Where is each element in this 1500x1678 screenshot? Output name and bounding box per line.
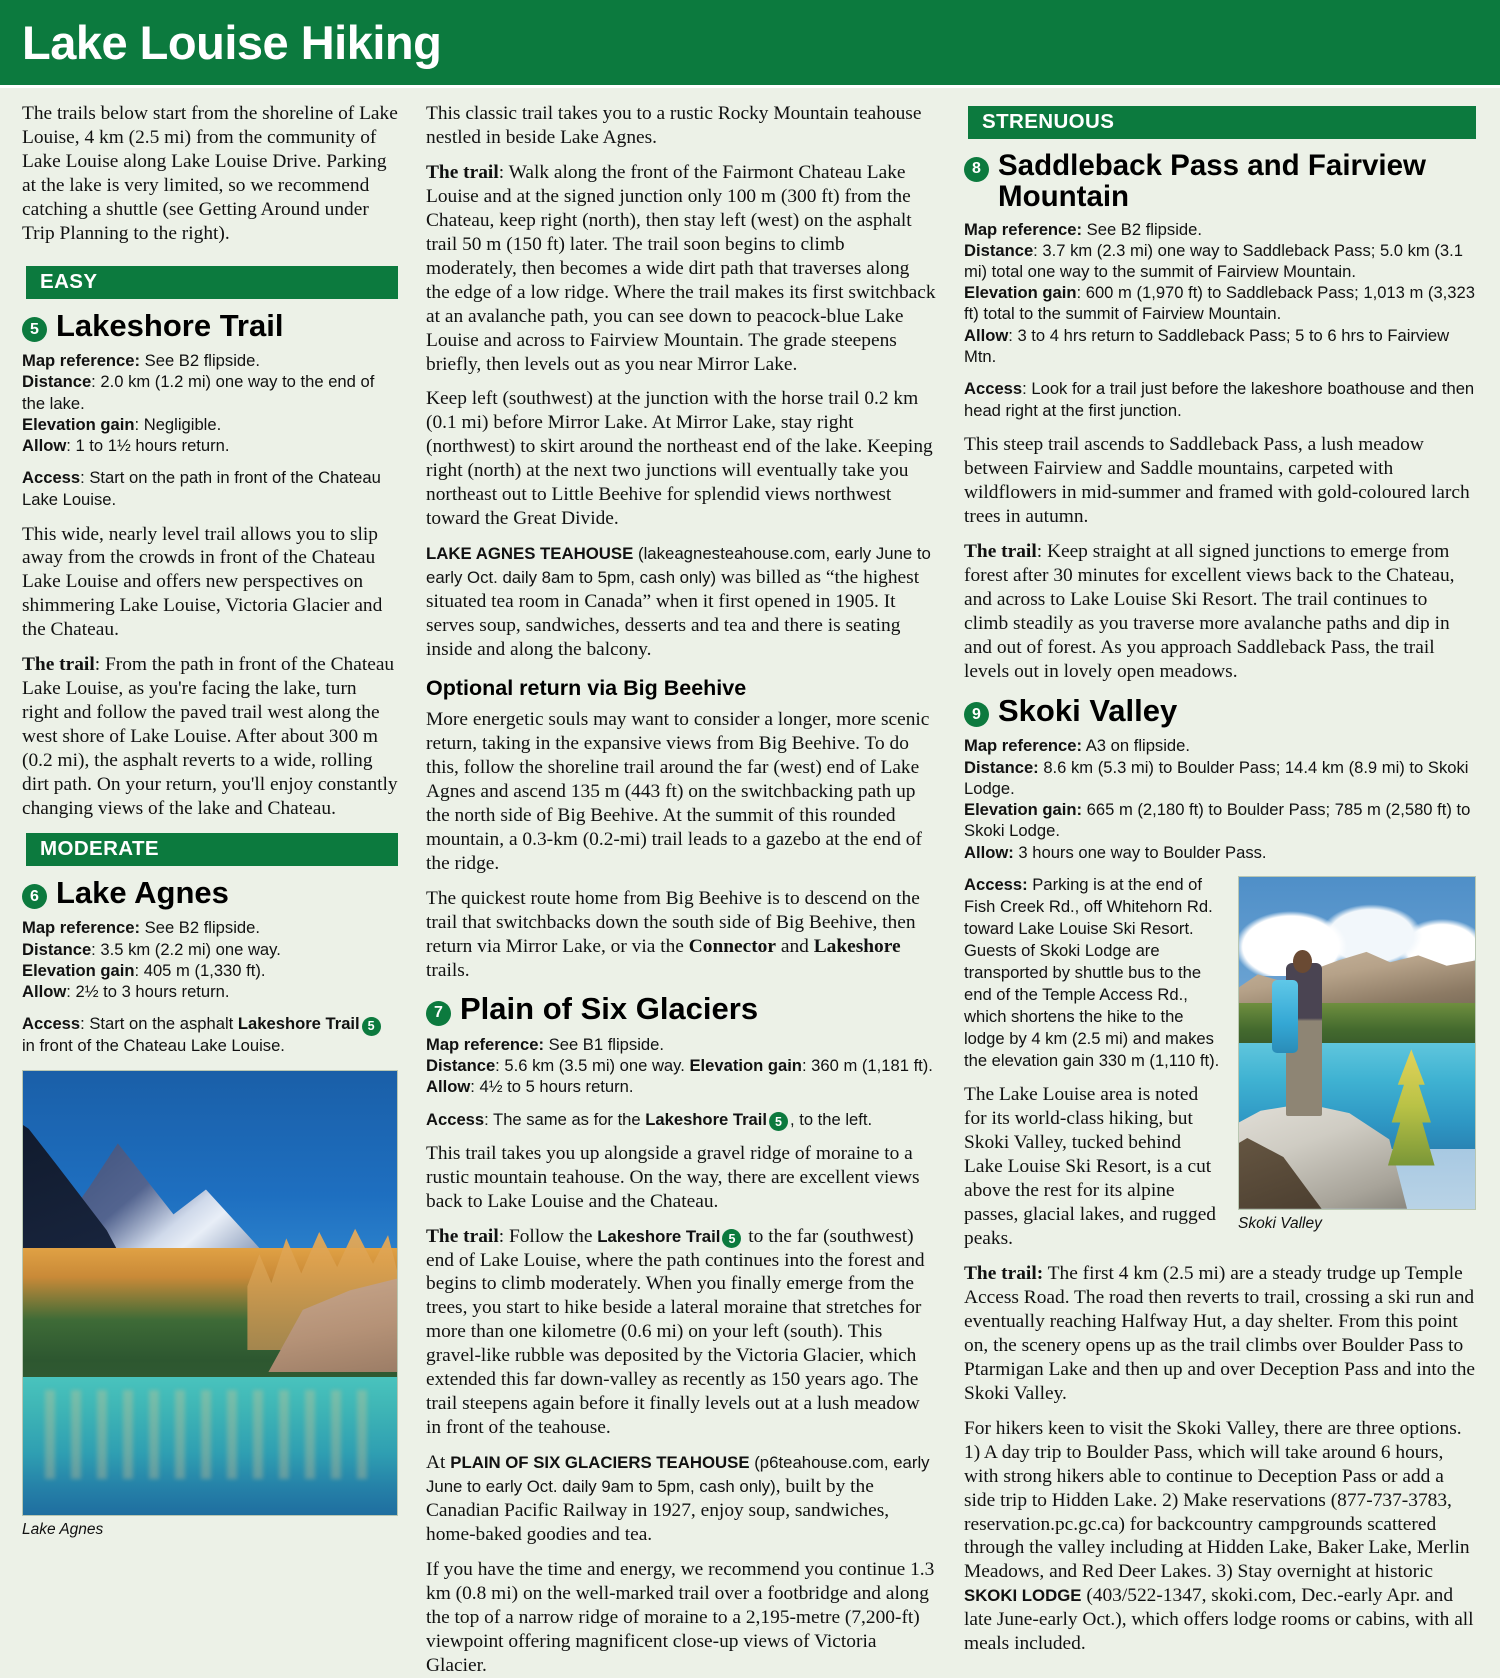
- access-label: Access: [964, 379, 1023, 399]
- map-reference-label: Map reference:: [22, 918, 141, 938]
- distance-value: : 2.0 km (1.2 mi) one way to the end of the lake.: [22, 372, 375, 413]
- trail-heading-lake-agnes: [22, 874, 398, 912]
- beehive-text-a: The quickest route home from Big Beehive is to descend on the trail that switchbacks down the south side of Big Beehive, then return via Mirror Lake, or via the: [426, 887, 920, 957]
- elevation-label: Elevation gain: [22, 960, 135, 980]
- map-reference-label: Map reference:: [964, 219, 1083, 239]
- access-block-lakeshore: [22, 467, 398, 511]
- trail-title: Lake Agnes: [56, 874, 229, 910]
- allow-label: Allow:: [964, 842, 1014, 862]
- lakeshore-trail-description: [22, 653, 398, 821]
- lake-agnes-junctions: Keep left (southwest) at the junction with the horse trail 0.2 km (0.1 mi) before Mirror Lake. At Mirror Lake, stay right (northwest) to skirt around the northeast end of the lake. Keeping right (north) at the next two junctions will eventually take you northeast out to Little Beehive for splendid views northwest toward the Great Divide.: [426, 388, 933, 530]
- teahouse-details: (p6teahouse.com, early June to early Oct. daily 9am to 5pm, cash only): [426, 1453, 930, 1497]
- map-reference-label: Map reference:: [964, 736, 1083, 756]
- map-reference-label: Map reference:: [426, 1034, 545, 1054]
- column-1: [22, 102, 398, 1538]
- trail-title: Skoki Valley: [998, 692, 1178, 728]
- spec-block-saddleback: [964, 219, 1476, 368]
- distance-label: Distance: [964, 240, 1034, 260]
- elevation-value: : Negligible.: [134, 414, 222, 434]
- access-block-lake-agnes: [22, 1013, 398, 1057]
- subheading-big-beehive: Optional return via Big Beehive: [426, 675, 747, 700]
- map-reference-value: See B1 flipside.: [544, 1034, 664, 1054]
- elevation-value: : 405 m (1,330 ft).: [134, 960, 266, 980]
- lakeshore-trail-reference[interactable]: Lakeshore: [813, 935, 901, 957]
- access-label: Access: [426, 1109, 485, 1129]
- distance-label: Distance:: [964, 757, 1039, 777]
- access-value: Parking is at the end of Fish Creek Rd., off Whitehorn Rd. toward Lake Louise Ski Resort. Guests of Skoki Lodge are transported by shuttle bus to the end of the Temple Access Rd., which shortens the hike to the lodge by 4 km (2.5 mi) and makes the elevation gain 330 m (1,110 ft).: [964, 874, 1220, 1071]
- spec-block-lakeshore: [22, 350, 398, 456]
- lake-agnes-trail-description: [426, 161, 936, 377]
- distance-value: : 3.5 km (2.2 mi) one way.: [91, 939, 281, 959]
- allow-value: : 2½ to 3 hours return.: [66, 982, 230, 1002]
- distance-value: : 3.7 km (2.3 mi) one way to Saddleback Pass; 5.0 km (3.1 mi) total one way to the summit of Fairview Mountain.: [964, 240, 1463, 281]
- map-reference-value: See B2 flipside.: [140, 351, 260, 371]
- the-trail-label: The trail: [426, 161, 499, 183]
- distance-value: : 5.6 km (3.5 mi) one way.: [495, 1056, 690, 1076]
- trail-cross-reference[interactable]: Lakeshore Trail: [597, 1226, 721, 1246]
- elevation-value: : 600 m (1,970 ft) to Saddleback Pass; 1,013 m (3,323 ft) total to the summit of Fairview Mountain.: [964, 283, 1475, 324]
- access-label: Access:: [964, 874, 1028, 894]
- trail-number-badge-inline[interactable]: 5: [769, 1112, 788, 1131]
- plain-intro: This trail takes you up alongside a gravel ridge of moraine to a rustic mountain teahouse. On the way, there are excellent views back to Lake Louise and the Chateau.: [426, 1142, 920, 1212]
- difficulty-bar-moderate: MODERATE: [22, 833, 398, 866]
- elevation-label: Elevation gain: [689, 1056, 802, 1076]
- allow-value: : 3 to 4 hrs return to Saddleback Pass; 5 to 6 hrs to Fairview Mtn.: [964, 325, 1450, 366]
- big-beehive-paragraph-2: [426, 887, 936, 983]
- spec-block-skoki: [964, 735, 1476, 862]
- difficulty-bar-easy: EASY: [22, 266, 398, 299]
- plain-final-paragraph: If you have the time and energy, we recommend you continue 1.3 km (0.8 mi) on the well-marked trail over a footbridge and along the top of a narrow ridge of moraine to a 2,195-metre (7,200-ft) viewpoint offering magnificent close-up views of Victoria Glacier.: [426, 1558, 935, 1676]
- teahouse-name: PLAIN OF SIX GLACIERS TEAHOUSE: [450, 1453, 750, 1473]
- photo-skoki-valley: [1238, 876, 1476, 1210]
- beehive-text-e: trails.: [426, 959, 470, 981]
- access-block-saddleback: [964, 378, 1476, 422]
- connector-trail-reference[interactable]: Connector: [688, 935, 776, 957]
- trail-cross-reference[interactable]: Lakeshore Trail: [645, 1109, 767, 1129]
- map-reference-value: A3 on flipside.: [1082, 736, 1190, 756]
- figure-lake-agnes: [22, 1070, 398, 1539]
- beehive-text-c: and: [776, 935, 814, 957]
- trail-title: Saddleback Pass and Fairview Mountain: [998, 149, 1426, 214]
- trail-heading-lakeshore: [22, 307, 398, 345]
- elevation-value: 665 m (2,180 ft) to Boulder Pass; 785 m (2,580 ft) to Skoki Lodge.: [964, 800, 1471, 841]
- trail-heading-skoki-valley: [964, 692, 1476, 730]
- trail-number-badge: 6: [22, 884, 47, 909]
- the-trail-label: The trail: [22, 654, 95, 676]
- intro-paragraph: The trails below start from the shoreline of Lake Louise, 4 km (2.5 mi) from the community of Lake Louise along Lake Louise Drive. Parking at the lake is very limited, so we recommend catching a shuttle (see Getting Around under Trip Planning to the right).: [22, 103, 398, 244]
- trail-heading-plain-of-six-glaciers: [426, 993, 936, 1028]
- trail-number-badge: 5: [22, 317, 47, 342]
- saddleback-trail-description: [964, 540, 1476, 684]
- column-3: [964, 102, 1476, 1655]
- the-trail-text: : From the path in front of the Chateau Lake Louise, as you're facing the lake, turn right and follow the paved trail west along the west shore of Lake Louise. After about 300 m (0.2 mi), the asphalt reverts to a wide, rolling dirt path. On your return, you'll enjoy constantly changing views of the lake and Chateau.: [22, 654, 398, 819]
- trail-post: to the far (southwest) end of Lake Louise, where the path continues into the forest and begins to climb moderately. When you finally emerge from the trees, you start to hike beside a lateral moraine that stretches for more than one kilometre (0.6 mi) on your left (south). This gravel-like rubble was deposited by the Victoria Glacier, which extended this far down-valley as recently as 150 years ago. The trail steepens again before it finally levels out at a lush meadow in front of the teahouse.: [426, 1225, 925, 1439]
- options-text-b: (403/522-1347, skoki.com, Dec.-early Apr. and late June-early Oct.), which offers lodge rooms or cabins, with all meals included.: [964, 1585, 1474, 1655]
- access-label: Access: [22, 468, 81, 488]
- the-trail-text: : Keep straight at all signed junctions to emerge from forest after 30 minutes for excellent views back to the Chateau, and across to Lake Louise Ski Resort. The trail continues to climb steadily as you traverse more avalanche paths and dip in and out of forest. As you approach Saddleback Pass, the trail levels out in lovely open meadows.: [964, 541, 1455, 682]
- the-trail-text: The first 4 km (2.5 mi) are a steady trudge up Temple Access Road. The road then reverts to trail, crossing a ski run and eventually reaching Halfway Hut, a day shelter. From this point on, the scenery opens up as the trail climbs over Boulder Pass to Ptarmigan Lake and then up and over Deception Pass and into the Skoki Valley.: [964, 1262, 1476, 1404]
- map-reference-value: See B2 flipside.: [1082, 219, 1202, 239]
- distance-label: Distance: [22, 372, 92, 392]
- saddleback-intro: This steep trail ascends to Saddleback Pass, a lush meadow between Fairview and Saddle mountains, carpeted with wildflowers in mid-summer and framed with gold-coloured larch trees in autumn.: [964, 434, 1470, 528]
- the-trail-label: The trail: [964, 541, 1037, 563]
- page-header: [0, 0, 1500, 88]
- figure-caption: Skoki Valley: [1238, 1214, 1322, 1232]
- trail-number-badge-inline[interactable]: 5: [722, 1229, 741, 1248]
- elevation-label: Elevation gain: [964, 283, 1077, 303]
- trail-cross-reference[interactable]: Lakeshore Trail: [237, 1014, 360, 1034]
- photo-reflection: [45, 1390, 374, 1479]
- trail-heading-saddleback: [964, 150, 1476, 213]
- figure-skoki-valley: [1238, 876, 1476, 1233]
- trail-number-badge: 8: [964, 157, 989, 182]
- map-reference-label: Map reference:: [22, 351, 141, 371]
- the-trail-text: : Walk along the front of the Fairmont Chateau Lake Louise and at the signed junction only 100 m (300 ft) from the Chateau, keep right (north), then stay left (west) on the asphalt trail 50 m (150 ft) later. The trail soon begins to climb moderately, then becomes a wide dirt path that traverses along the edge of a low ridge. Where the trail makes its first switchback at an avalanche path, you can see down to peacock-blue Lake Louise and across to Fairview Mountain. The grade steepens briefly, then levels out as you near Mirror Lake.: [426, 161, 936, 375]
- allow-value: : 1 to 1½ hours return.: [66, 436, 230, 456]
- options-text-a: For hikers keen to visit the Skoki Valley, there are three options. 1) A day trip to Boulder Pass, which will take around 6 hours, with strong hikers able to continue to Deception Pass or add a side trip to Hidden Lake. 2) Make reservations (877-737-3783, reservation.pc.gc.ca) for backcountry campgrounds scattered through the valley including at Hidden Lake, Baker Lake, Merlin Meadows, and Red Deer Lakes. 3) Stay overnight at historic: [964, 1417, 1470, 1583]
- access-pre: : Start on the asphalt: [80, 1014, 238, 1034]
- column-2: [426, 102, 936, 1676]
- skoki-trail-description: [964, 1262, 1476, 1406]
- distance-value: 8.6 km (5.3 mi) to Boulder Pass; 14.4 km (8.9 mi) to Skoki Lodge.: [964, 757, 1469, 798]
- spec-block-plain-of-six-glaciers: [426, 1034, 936, 1098]
- page-title: Lake Louise Hiking: [22, 16, 442, 69]
- elevation-value: : 360 m (1,181 ft).: [801, 1056, 933, 1076]
- lake-agnes-intro: This classic trail takes you to a rustic Rocky Mountain teahouse nestled in beside Lake Agnes.: [426, 103, 922, 148]
- photo-hiker-head: [1293, 950, 1312, 973]
- spec-block-lake-agnes: [22, 917, 398, 1002]
- distance-label: Distance: [426, 1056, 496, 1076]
- teahouse-at: At: [426, 1452, 451, 1474]
- photo-hiker-backpack: [1272, 980, 1298, 1053]
- allow-value: 3 hours one way to Boulder Pass.: [1013, 842, 1267, 862]
- access-post: in front of the Chateau Lake Louise.: [22, 1036, 285, 1056]
- teahouse-description: was billed as “the highest situated tea room in Canada” when it first opened in 1905. It serves soup, sandwiches, desserts and tea and there is seating inside and along the balcony.: [426, 567, 920, 661]
- trail-title: Lakeshore Trail: [56, 307, 284, 343]
- big-beehive-paragraph-1: More energetic souls may want to consider a longer, more scenic return, taking in the expansive views from Big Beehive. To do this, follow the shoreline trail around the far (west) end of Lake Agnes and ascend 135 m (443 ft) on the switchbacking path up the north side of Big Beehive. At the summit of this rounded mountain, a 0.3-km (0.2-mi) trail leads to a gazebo at the end of the ridge.: [426, 708, 930, 874]
- distance-label: Distance: [22, 939, 92, 959]
- skoki-noted-paragraph: The Lake Louise area is noted for its world-class hiking, but Skoki Valley, tucked behind Lake Louise Ski Resort, is a cut above the rest for its alpine passes, glacial lakes, and rugged peaks.: [964, 1084, 1216, 1250]
- allow-label: Allow: [22, 436, 67, 456]
- access-value: : Look for a trail just before the lakeshore boathouse and then head right at the first junction.: [964, 379, 1475, 421]
- skoki-options-paragraph: [964, 1417, 1476, 1657]
- access-pre: : The same as for the: [484, 1109, 646, 1129]
- lakeshore-intro: This wide, nearly level trail allows you to slip away from the crowds in front of the Chateau Lake Louise and offers new perspectives on shimmering Lake Louise, Victoria Glacier and the Chateau.: [22, 523, 383, 641]
- plain-trail-description: [426, 1225, 936, 1441]
- teahouse-description: , built by the Canadian Pacific Railway in 1927, enjoy soup, sandwiches, home-baked goodies and tea.: [426, 1476, 890, 1546]
- trail-number-badge: 7: [426, 1001, 451, 1026]
- access-label: Access: [22, 1014, 81, 1034]
- elevation-label: Elevation gain:: [964, 800, 1083, 820]
- content-columns: [0, 88, 1500, 1676]
- trail-pre: : Follow the: [498, 1225, 598, 1247]
- teahouse-details: (lakeagnesteahouse.com, early June to early Oct. daily 8am to 5pm, cash only): [426, 544, 931, 588]
- trail-number-badge: 9: [964, 702, 989, 727]
- the-trail-label: The trail: [426, 1225, 499, 1247]
- allow-value: : 4½ to 5 hours return.: [470, 1077, 634, 1097]
- difficulty-bar-strenuous: STRENUOUS: [964, 106, 1476, 139]
- lake-agnes-teahouse-paragraph: [426, 542, 936, 662]
- allow-label: Allow: [22, 982, 67, 1002]
- allow-label: Allow: [426, 1077, 471, 1097]
- trail-number-badge-inline[interactable]: 5: [362, 1017, 381, 1036]
- access-post: , to the left.: [790, 1109, 873, 1129]
- the-trail-label: The trail:: [964, 1262, 1044, 1284]
- access-block-plain-of-six-glaciers: [426, 1109, 936, 1131]
- access-value: : Start on the path in front of the Chateau Lake Louise.: [22, 468, 381, 510]
- plain-teahouse-paragraph: [426, 1451, 936, 1547]
- elevation-label: Elevation gain: [22, 414, 135, 434]
- trail-title: Plain of Six Glaciers: [460, 991, 759, 1027]
- allow-label: Allow: [964, 325, 1009, 345]
- teahouse-name: LAKE AGNES TEAHOUSE: [426, 544, 634, 564]
- map-reference-value: See B2 flipside.: [140, 918, 260, 938]
- skoki-lodge-name: SKOKI LODGE: [964, 1586, 1082, 1606]
- figure-caption: Lake Agnes: [22, 1520, 104, 1538]
